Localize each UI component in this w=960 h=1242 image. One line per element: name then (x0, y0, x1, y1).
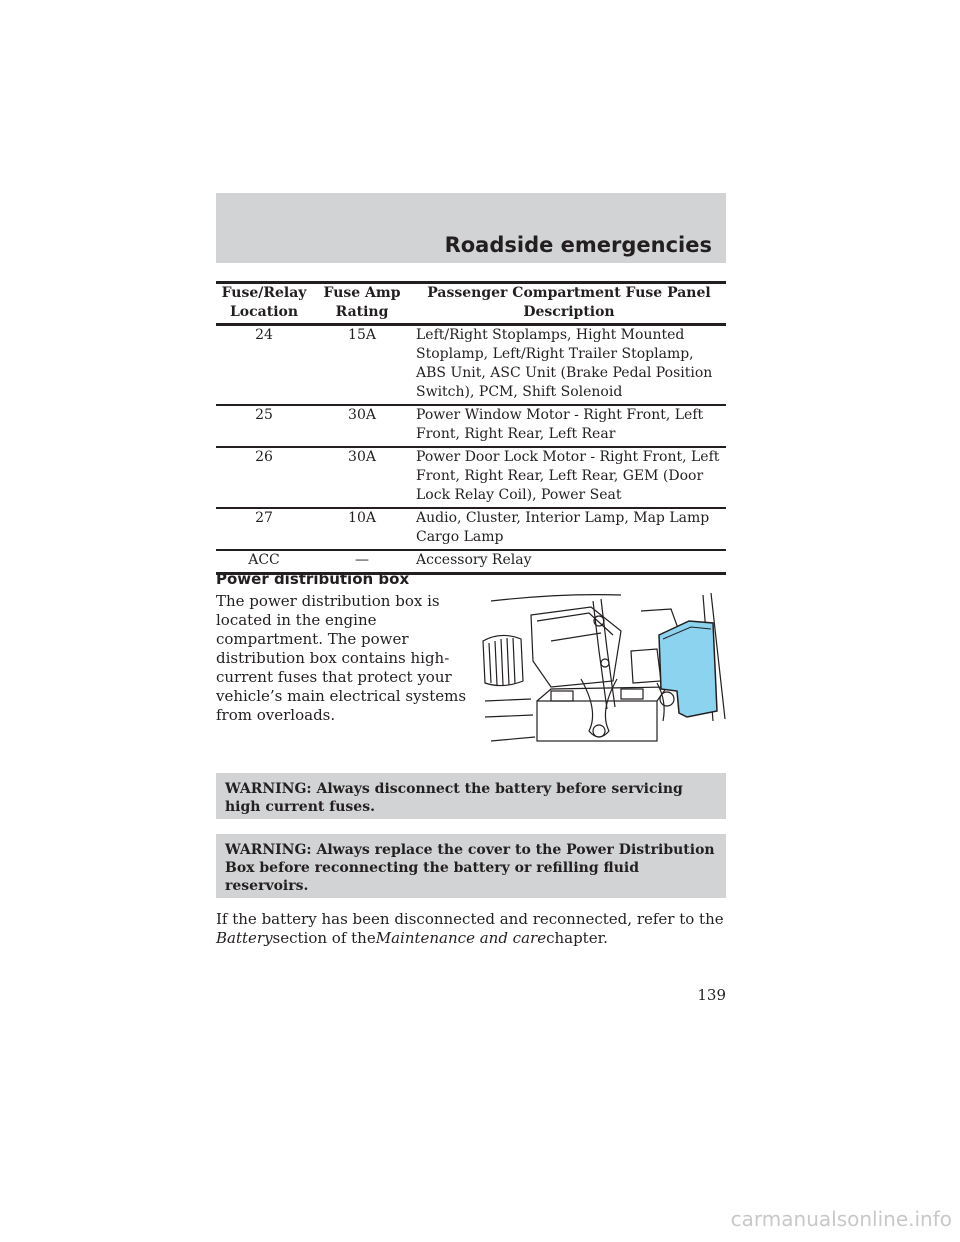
chapter-title: Roadside emergencies (444, 233, 712, 257)
table-row (216, 508, 726, 550)
page-number: 139 (697, 986, 726, 1004)
closing-text: section of the (272, 929, 376, 947)
cell-location: 24 (216, 325, 312, 406)
chapter-reference: Maintenance and care (375, 929, 547, 947)
watermark: carmanualsonline.info (730, 1207, 952, 1231)
table-row (216, 405, 726, 447)
cell-rating: 30A (312, 405, 412, 447)
closing-text: chapter. (546, 929, 608, 947)
engine-compartment-illustration (481, 591, 727, 747)
cell-rating: 10A (312, 508, 412, 550)
intro-paragraph: The power distribution box is located in the engine compartment. The power distribution box contains high-current fuses that protect your vehicle’s main electrical systems from overloads. (216, 592, 467, 724)
cell-description: Audio, Cluster, Interior Lamp, Map Lamp Cargo Lamp (412, 508, 726, 550)
power-distribution-box-highlight (659, 621, 717, 717)
cell-description: Power Window Motor - Right Front, Left Front, Right Rear, Left Rear (412, 405, 726, 447)
cell-rating: 15A (312, 325, 412, 406)
table-row (216, 325, 726, 406)
fuse-table (216, 281, 726, 575)
cell-location: 27 (216, 508, 312, 550)
cell-description: Accessory Relay (412, 550, 726, 574)
closing-text: If the battery has been disconnected and reconnected, refer to the (216, 910, 724, 928)
cell-rating: 30A (312, 447, 412, 508)
section-heading: Power distribution box (216, 570, 410, 588)
column-header-location: Fuse/Relay Location (216, 283, 312, 325)
cell-description: Left/Right Stoplamps, Hight Mounted Stoplamp, Left/Right Trailer Stoplamp, ABS Unit, ASC Unit (Brake Pedal Position Switch), PCM, Shift Solenoid (412, 325, 726, 406)
battery-section-reference: Battery (216, 929, 273, 947)
closing-paragraph (216, 910, 726, 948)
chapter-header-band (216, 193, 726, 263)
table-row (216, 447, 726, 508)
column-header-rating: Fuse Amp Rating (312, 283, 412, 325)
table-header-row (216, 283, 726, 325)
cell-location: 25 (216, 405, 312, 447)
warning-box: WARNING: Always disconnect the battery before servicing high current fuses. (216, 773, 726, 819)
cell-description: Power Door Lock Motor - Right Front, Left Front, Right Rear, Left Rear, GEM (Door Lock Relay Coil), Power Seat (412, 447, 726, 508)
cell-location: ACC (216, 550, 312, 574)
cell-location: 26 (216, 447, 312, 508)
column-header-description: Passenger Compartment Fuse Panel Description (412, 283, 726, 325)
cell-rating: — (312, 550, 412, 574)
warning-box: WARNING: Always replace the cover to the Power Distribution Box before reconnecting the battery or refilling fluid reservoirs. (216, 834, 726, 898)
